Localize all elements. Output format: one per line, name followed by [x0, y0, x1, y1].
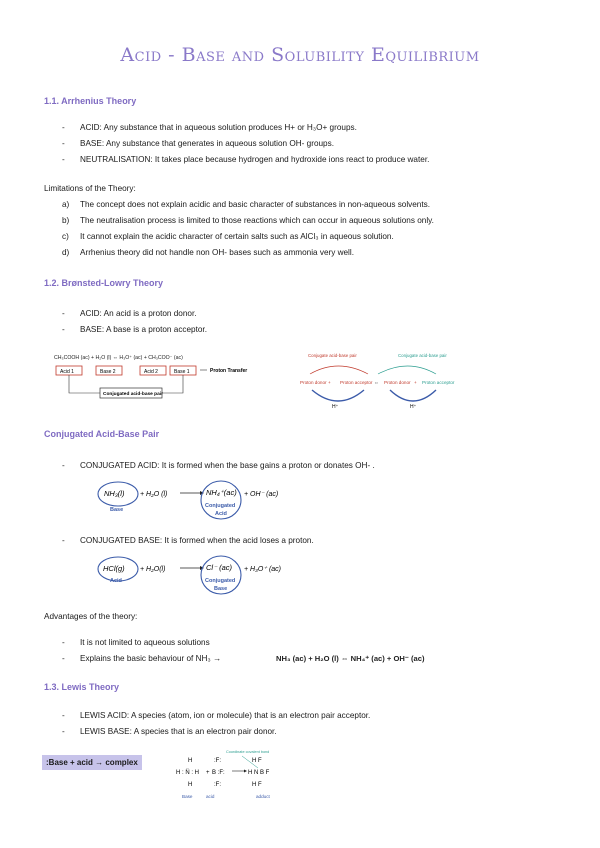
bullet-dash: - [62, 461, 65, 470]
h-plus-left: H⁺ [332, 404, 339, 410]
advantage-2: Explains the basic behaviour of NH₃ → [80, 654, 222, 663]
svg-text:⇔: ⇔ [374, 380, 379, 385]
label-base-1: Base 1 [174, 369, 190, 375]
bullet-dash: - [62, 727, 65, 736]
eq2-hcl: HCl(g) [103, 564, 125, 573]
svg-text:B :F:: B :F: [212, 770, 225, 776]
limitation-item: The concept does not explain acidic and basic character of substances in non-aqueous solvents. [80, 200, 431, 209]
limitations-title: Limitations of the Theory: [44, 184, 136, 193]
node-proton-donor: Proton donor [300, 380, 327, 385]
lewis-base-def: LEWIS BASE: A species that is an electron pair donor. [80, 727, 277, 736]
eq2-base-label: Base [214, 586, 228, 592]
limitation-item: It cannot explain the acidic character of certain salts such as AlCl₃ in aqueous solution. [80, 232, 394, 241]
limitation-item: The neutralisation process is limited to those reactions which can occur in aqueous solutions only. [80, 216, 434, 225]
ammonia-equation: NH₃ (ac) + H₂O (l) ⇔ NH₄⁺ (ac) + OH⁻ (ac) [276, 654, 425, 663]
eq1-base-label: Base [110, 507, 124, 513]
node-proton-acceptor-2: Proton acceptor [422, 380, 455, 385]
heading-conjugated-pair: Conjugated Acid-Base Pair [44, 429, 160, 439]
svg-text::F:: :F: [214, 758, 221, 764]
proton-transfer-label: Proton Transfer [210, 368, 248, 374]
svg-text:H: H [188, 782, 193, 788]
heading-arrhenius: 1.1. Arrhenius Theory [44, 96, 137, 106]
diagram-equation: CH₃COOH (ac) + H₂O (l) ⇔ H₃O⁺ (ac) + CH₃COO⁻ (ac) [54, 355, 183, 361]
arrhenius-acid: ACID: Any substance that in aqueous solution produces H+ or H₃O+ groups. [80, 123, 357, 132]
page-title: Acid - Base and Solubility Equilibrium [120, 44, 480, 66]
svg-text::F:: :F: [214, 782, 221, 788]
svg-text:+: + [206, 770, 210, 776]
node-proton-acceptor: Proton acceptor [340, 380, 373, 385]
svg-text:H F: H F [252, 782, 262, 788]
pair-label-left: Conjugate acid-base pair [308, 353, 357, 358]
bullet-dash: - [62, 711, 65, 720]
lewis-acid-label: acid [206, 794, 215, 799]
bronsted-acid: ACID: An acid is a proton donor. [80, 309, 197, 318]
node-proton-donor-2: Proton donor [384, 380, 411, 385]
eq1-acid-label: Acid [215, 511, 227, 517]
acid-base-pair-diagram [52, 350, 272, 406]
heading-bronsted: 1.2. Brønsted-Lowry Theory [44, 278, 164, 288]
proton-cycle-diagram [298, 350, 455, 412]
bullet-dash: - [62, 325, 65, 334]
h-plus-right: H⁺ [410, 404, 417, 410]
eq2-h2o: + H₂O(l) [140, 566, 166, 573]
svg-text:+: + [328, 380, 331, 385]
svg-text:H: H [188, 758, 193, 764]
conjugated-base-equation [96, 551, 336, 599]
lewis-base-label: Base [182, 794, 193, 799]
bullet-dash: - [62, 654, 65, 663]
eq2-acid-label: Acid [110, 578, 122, 584]
arrhenius-base: BASE: Any substance that generates in aqueous solution OH- groups. [80, 139, 334, 148]
svg-text:H N B F: H N B F [248, 770, 270, 776]
limitation-marker: c) [62, 232, 69, 241]
limitation-marker: d) [62, 248, 70, 257]
eq2-h3o: + H₃O⁺ (ac) [244, 566, 282, 573]
eq2-cl: Cl⁻ (ac) [206, 563, 233, 572]
advantage-1: It is not limited to aqueous solutions [80, 638, 210, 647]
bullet-dash: - [62, 155, 65, 164]
highlight-base-acid-complex: :Base + acid → complex [42, 755, 142, 770]
limitation-marker: a) [62, 200, 70, 209]
pair-label-right: Conjugate acid-base pair [398, 353, 447, 358]
arrhenius-neutralisation: NEUTRALISATION: It takes place because hydrogen and hydroxide ions react to produce water. [80, 155, 430, 164]
bullet-dash: - [62, 638, 65, 647]
eq1-h2o: + H₂O (l) [140, 491, 168, 498]
coordinate-bond-label: Coordinate covalent bond [226, 750, 270, 754]
svg-text:H : N̈ : H: H : N̈ : H [176, 770, 200, 776]
heading-lewis: 1.3. Lewis Theory [44, 682, 120, 692]
label-acid-1: Acid 1 [60, 369, 74, 375]
svg-text:+: + [414, 380, 417, 385]
eq1-nh4: NH₄⁺(ac) [206, 488, 237, 497]
label-base-2: Base 2 [100, 369, 116, 375]
lewis-acid-def: LEWIS ACID: A species (atom, ion or molecule) that is an electron pair acceptor. [80, 711, 371, 720]
bronsted-base: BASE: A base is a proton acceptor. [80, 325, 207, 334]
eq1-conjugated-label: Conjugated [205, 503, 236, 509]
lewis-adduct-diagram [168, 748, 298, 802]
limitation-marker: b) [62, 216, 70, 225]
bullet-dash: - [62, 139, 65, 148]
conjugated-base-def: CONJUGATED BASE: It is formed when the acid loses a proton. [80, 536, 314, 545]
eq2-conjugated-label: Conjugated [205, 578, 236, 584]
conjugated-acid-equation [96, 476, 336, 524]
eq1-nh3: NH₃(l) [104, 489, 125, 498]
label-acid-2: Acid 2 [144, 369, 158, 375]
bullet-dash: - [62, 536, 65, 545]
lewis-adduct-label: adduct [256, 794, 270, 799]
conjugated-acid-def: CONJUGATED ACID: It is formed when the base gains a proton or donates OH- . [80, 461, 375, 470]
bullet-dash: - [62, 123, 65, 132]
svg-text:H F: H F [252, 758, 262, 764]
conjugated-pair-label: Conjugated acid-base pair [103, 392, 163, 397]
advantages-title: Advantages of the theory: [44, 612, 138, 621]
eq1-oh: + OH⁻ (ac) [244, 491, 279, 498]
bullet-dash: - [62, 309, 65, 318]
limitation-item: Arrhenius theory did not handle non OH- bases such as ammonia very well. [80, 248, 354, 257]
